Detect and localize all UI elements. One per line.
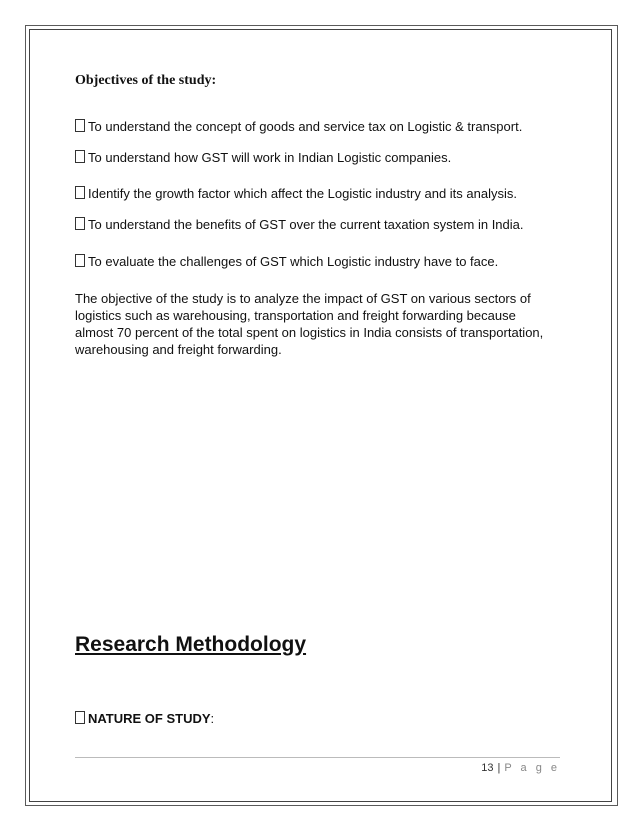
missing-glyph-icon (75, 217, 85, 230)
page-footer (481, 762, 560, 774)
objective-item: To understand how GST will work in Indian Logistic companies. (75, 150, 451, 165)
footer-separator: | (497, 762, 501, 774)
objective-item: To evaluate the challenges of GST which Logistic industry have to face. (75, 254, 498, 269)
missing-glyph-icon (75, 186, 85, 199)
missing-glyph-icon (75, 711, 85, 724)
missing-glyph-icon (75, 254, 85, 267)
objective-paragraph: The objective of the study is to analyze the impact of GST on various sectors of logistics such as warehousing, transportation and freight forwarding because almost 70 percent of the total spent on logistics in India consists of transportation, warehousing and freight forwarding. (75, 291, 544, 357)
footer-divider (75, 757, 560, 758)
page-border-inner (29, 29, 612, 802)
objective-item: To understand the benefits of GST over the current taxation system in India. (75, 217, 524, 232)
nature-of-study-label: NATURE OF STUDY: (75, 711, 214, 726)
missing-glyph-icon (75, 150, 85, 163)
objectives-heading: Objectives of the study: (75, 73, 217, 88)
objective-item: To understand the concept of goods and service tax on Logistic & transport. (75, 119, 522, 134)
page-number: 13 (481, 762, 494, 774)
section-title: Research Methodology (75, 633, 307, 656)
objective-item: Identify the growth factor which affect the Logistic industry and its analysis. (75, 186, 517, 201)
missing-glyph-icon (75, 119, 85, 132)
page-word: P a g e (504, 762, 560, 774)
